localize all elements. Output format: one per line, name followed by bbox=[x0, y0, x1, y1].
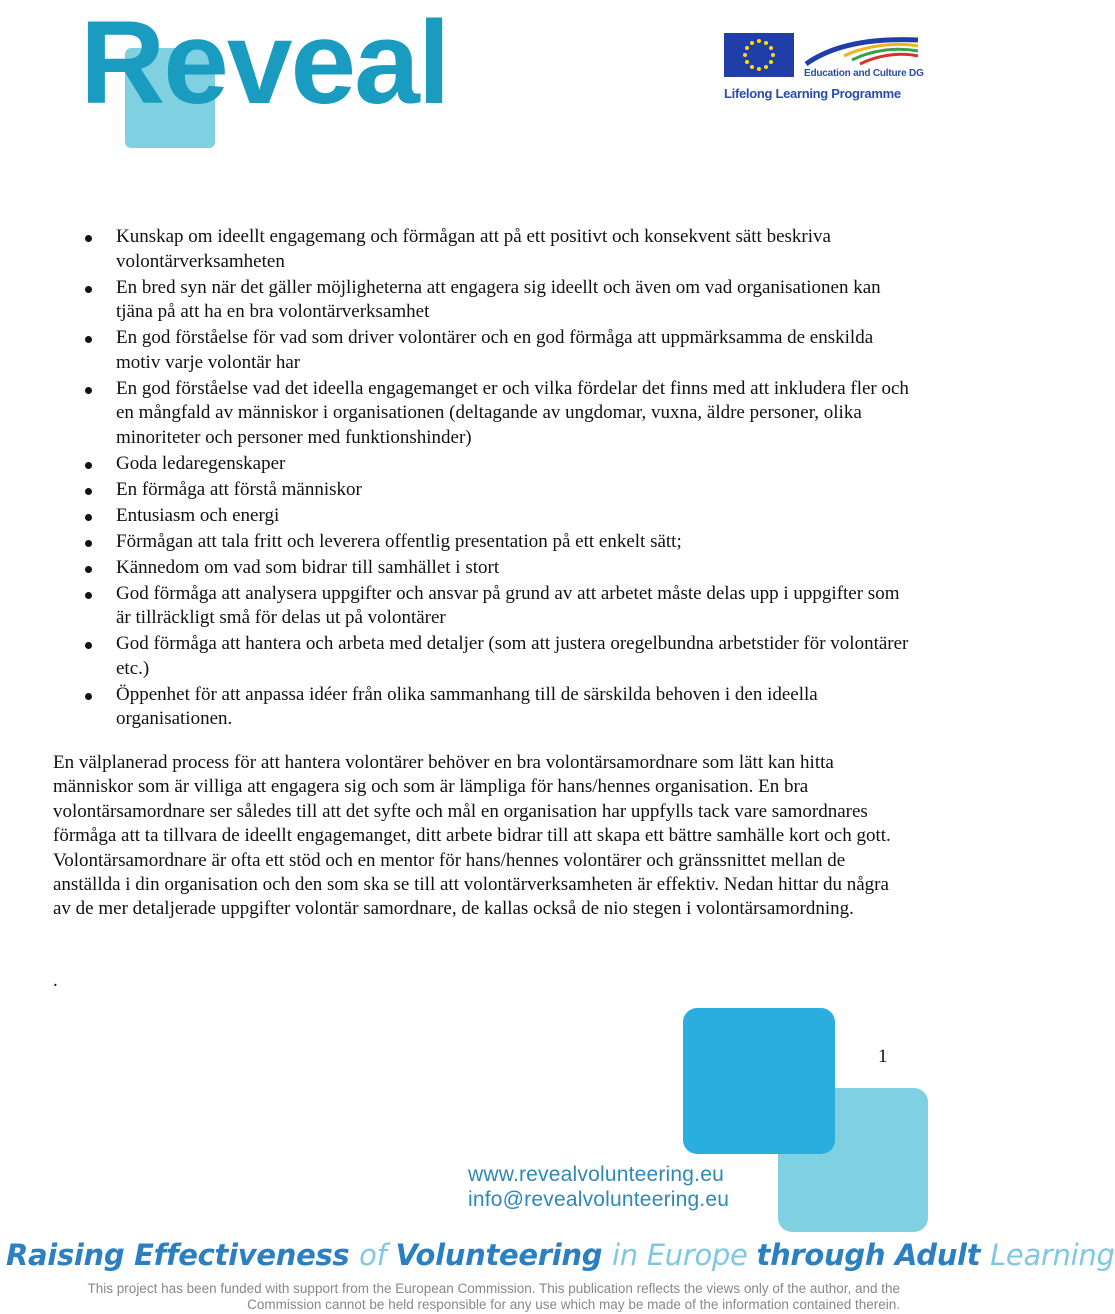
bullet-icon bbox=[85, 592, 92, 599]
bullet-icon bbox=[85, 540, 92, 547]
eu-flag-icon bbox=[724, 33, 794, 77]
list-item: Förmågan att tala fritt och leverera offentlig presentation på ett enkelt sätt; bbox=[80, 530, 910, 555]
project-slogan: Raising Effectiveness of Volunteering in Europe through Adult Learning bbox=[6, 1238, 1115, 1272]
bullet-icon bbox=[85, 387, 92, 394]
reveal-logo bbox=[80, 0, 460, 158]
list-item: God förmåga att hantera och arbeta med detaljer (som att justera oregelbundna arbetstider för volontärer etc.) bbox=[80, 632, 910, 681]
list-item: Kännedom om vad som bidrar till samhället i stort bbox=[80, 556, 910, 581]
bullet-icon bbox=[85, 693, 92, 700]
list-item: Öppenhet för att anpassa idéer från olika sammanhang till de särskilda behoven i den ideella organisationen. bbox=[80, 683, 910, 732]
page-number: 1 bbox=[878, 1046, 888, 1067]
bullet-icon bbox=[85, 286, 92, 293]
eu-programme-label: Lifelong Learning Programme bbox=[724, 86, 901, 101]
bullet-icon bbox=[85, 488, 92, 495]
list-item: En förmåga att förstå människor bbox=[80, 478, 910, 503]
body-paragraph: En välplanerad process för att hantera volontärer behöver en bra volontärsamordnare som lätt kan hitta människor som är villiga att engagera sig och som är lämpliga för hans/hennes organisation. En bra volontärsamordnare ser således till att det syfte och mål en organisation har uppfylls tack vare samordnares förmåga att ta tillvara de ideellt engagemanget, ditt arbete bidrar till att skapa ett bättre samhälle kort och gott. Volontärsamordnare är ofta ett stöd och en mentor för hans/hennes volontärer och gränssnittet mellan de anställda i din organisation och den som ska se till att volontärverksamheten är effektiv. Nedan hittar du några av de mer detaljerade uppgifter volontär samordnare, de kallas också de nio stegen i volontärsamordning. bbox=[53, 752, 891, 920]
eu-lifelong-learning-logo bbox=[724, 30, 924, 110]
bullet-icon bbox=[85, 336, 92, 343]
list-item: Kunskap om ideellt engagemang och förmågan att på ett positivt och konsekvent sätt beskriva volontärverksamheten bbox=[80, 225, 910, 274]
footer-square-dark bbox=[683, 1008, 835, 1154]
list-item: God förmåga att analysera uppgifter och ansvar på grund av att arbetet måste delas upp i uppgifter som är tillräckligt små för delas ut på volontärer bbox=[80, 582, 910, 631]
list-item: Goda ledaregenskaper bbox=[80, 452, 910, 477]
eu-dg-label: Education and Culture DG bbox=[804, 68, 924, 79]
website-link[interactable]: www.revealvolunteering.eu bbox=[468, 1163, 724, 1186]
list-item: En god förståelse vad det ideella engagemanget er och vilka fördelar det finns med att inkludera fler och en mångfald av människor i organisationen (deltagande av ungdomar, vuxna, äldre personer, olika minoriteter och personer med funktionshinder) bbox=[80, 377, 910, 451]
funding-disclaimer: This project has been funded with support from the European Commission. This publication reflects the views only of the author, and the Commission cannot be held responsible for any use which may be made of the information contained therein. bbox=[87, 1281, 900, 1312]
bullet-icon bbox=[85, 235, 92, 242]
bullet-icon bbox=[85, 566, 92, 573]
competence-list bbox=[80, 225, 910, 733]
logo-wordmark: Reveal bbox=[80, 0, 449, 129]
list-item: En bred syn när det gäller möjligheterna att engagera sig ideellt och även om vad organisationen kan tjäna på att ha en bra volontärverksamhet bbox=[80, 276, 910, 325]
education-culture-swoosh-icon bbox=[804, 34, 920, 68]
email-link[interactable]: info@revealvolunteering.eu bbox=[468, 1188, 730, 1211]
bullet-icon bbox=[85, 462, 92, 469]
bullet-icon bbox=[85, 642, 92, 649]
list-item: Entusiasm och energi bbox=[80, 504, 910, 529]
bullet-icon bbox=[85, 514, 92, 521]
list-item: En god förståelse för vad som driver volontärer och en god förmåga att uppmärksamma de enskilda motiv varje volontär har bbox=[80, 326, 910, 375]
footer-contact bbox=[468, 1162, 729, 1212]
stray-period: . bbox=[53, 970, 58, 991]
